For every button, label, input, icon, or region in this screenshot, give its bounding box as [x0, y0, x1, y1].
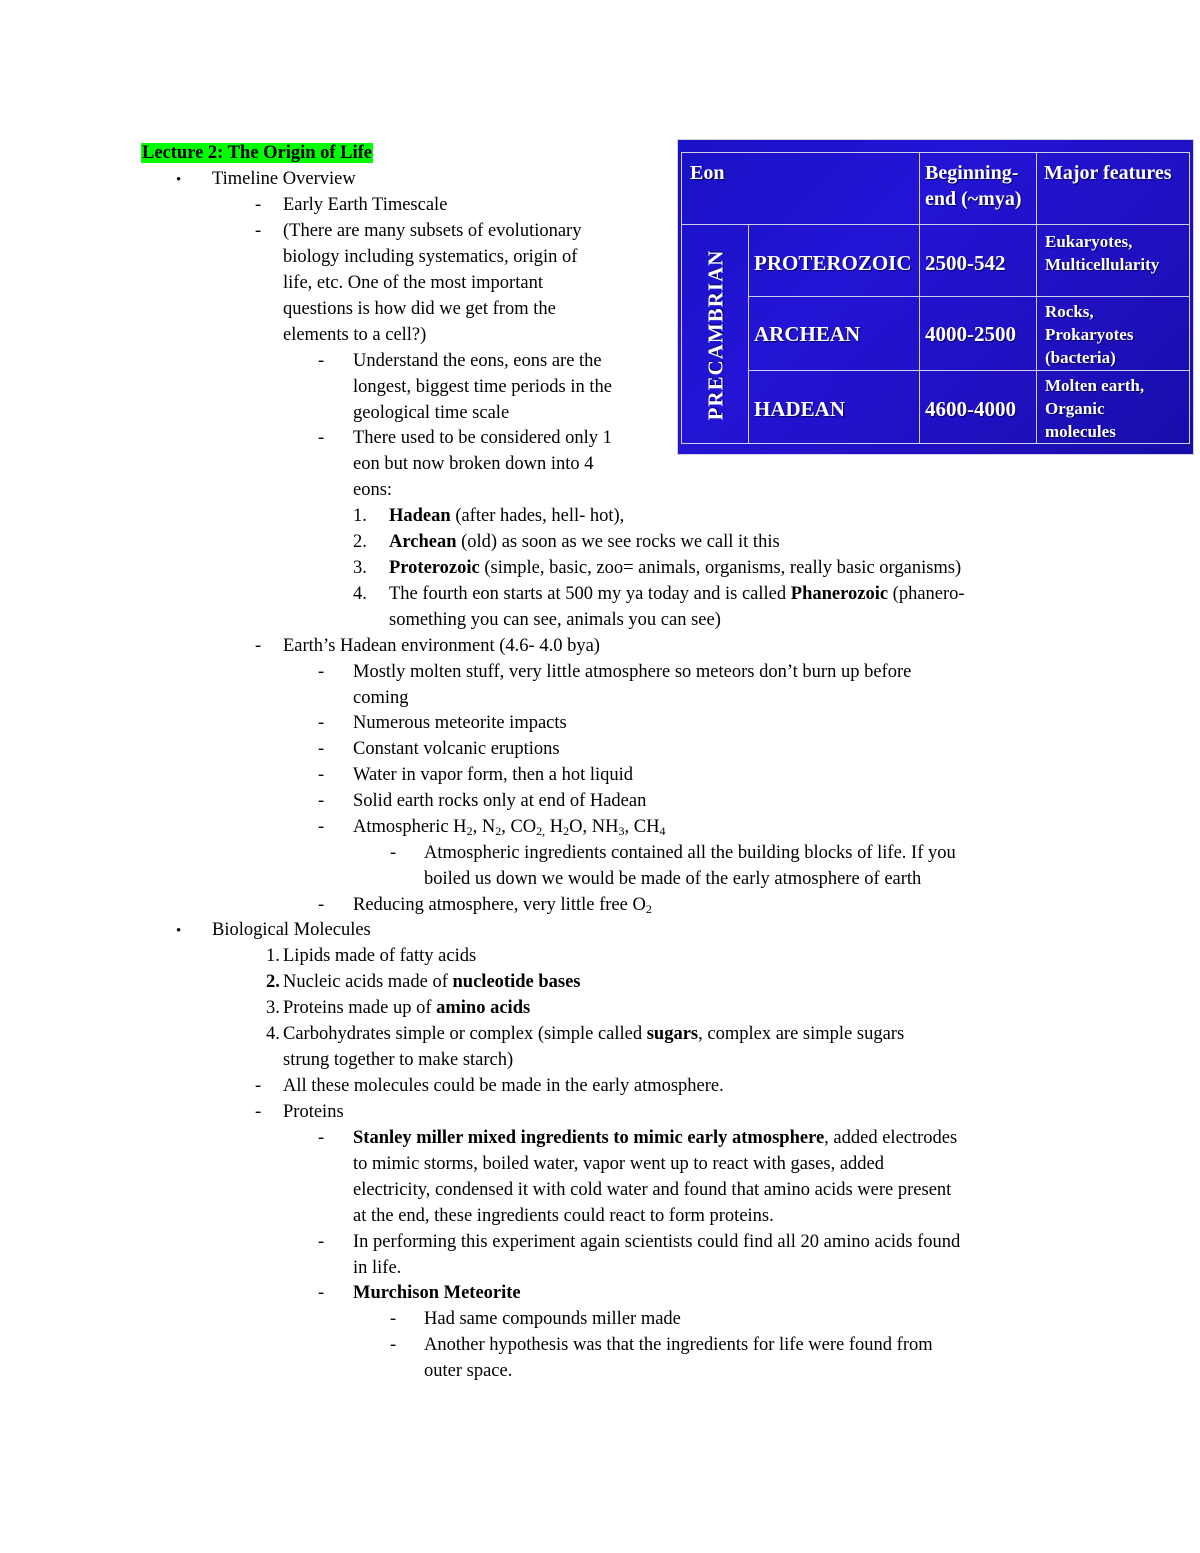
- list-item: Mostly molten stuff, very little atmosphere so meteors don’t burn up before: [353, 662, 912, 682]
- list-item: Atmospheric $H_2$, $N_2$, $CO_{2,}$ $H_2O$, $NH_3$, $CH_4$: [353, 817, 666, 838]
- header-eon: Eon: [690, 162, 725, 184]
- list-number: 3.: [266, 998, 280, 1018]
- list-item: All these molecules could be made in the early atmosphere.: [283, 1076, 724, 1096]
- list-number: 2.: [266, 972, 280, 992]
- list-item: Proteins: [283, 1102, 344, 1122]
- dash-marker: -: [318, 791, 325, 811]
- list-item: life, etc. One of the most important: [283, 273, 543, 293]
- list-item: Archean (old) as soon as we see rocks we call it this: [389, 532, 780, 552]
- list-item: Solid earth rocks only at end of Hadean: [353, 791, 647, 811]
- list-number: 4.: [353, 584, 367, 604]
- list-item: Reducing atmosphere, very little free $O_2$: [353, 895, 652, 916]
- list-item: Lipids made of fatty acids: [283, 946, 477, 966]
- dash-marker: -: [318, 817, 325, 837]
- dash-marker: -: [255, 221, 262, 241]
- dash-marker: -: [318, 895, 325, 915]
- list-item: Atmospheric ingredients contained all the building blocks of life. If you: [424, 843, 956, 863]
- section-heading: Timeline Overview: [212, 169, 356, 189]
- list-item: outer space.: [424, 1361, 513, 1381]
- dash-marker: -: [390, 843, 397, 863]
- page-title: Lecture 2: The Origin of Life: [142, 143, 373, 163]
- dash-marker: -: [255, 636, 262, 656]
- dash-marker: -: [318, 1232, 325, 1252]
- list-item: (There are many subsets of evolutionary: [283, 221, 582, 241]
- list-item: Understand the eons, eons are the: [353, 351, 602, 371]
- eon-range: 4600-4000: [925, 397, 1016, 421]
- list-item: Stanley miller mixed ingredients to mimic early atmosphere, added electrodes: [353, 1128, 958, 1148]
- header-range: Beginning-: [925, 162, 1019, 184]
- list-item: In performing this experiment again scientists could find all 20 amino acids found: [353, 1232, 961, 1252]
- precambrian-label: PRECAMBRIAN: [703, 249, 728, 421]
- bullet-marker: •: [176, 172, 182, 188]
- eon-feature: (bacteria): [1045, 348, 1116, 367]
- dash-marker: -: [318, 428, 325, 448]
- list-item: in life.: [353, 1258, 402, 1278]
- list-item: Earth’s Hadean environment (4.6- 4.0 bya): [283, 636, 600, 656]
- dash-marker: -: [318, 1283, 325, 1303]
- list-item: at the end, these ingredients could react to form proteins.: [353, 1206, 774, 1226]
- list-number: 1.: [353, 506, 367, 526]
- list-item: Numerous meteorite impacts: [353, 713, 567, 733]
- dash-marker: -: [255, 1076, 262, 1096]
- eon-range: 2500-542: [925, 251, 1006, 275]
- list-item: Early Earth Timescale: [283, 195, 448, 215]
- eon-range: 4000-2500: [925, 322, 1016, 346]
- list-item: Constant volcanic eruptions: [353, 739, 560, 759]
- list-item: The fourth eon starts at 500 my ya today and is called Phanerozoic (phanero-: [389, 584, 965, 604]
- list-item: something you can see, animals you can see): [389, 610, 721, 630]
- list-item: Water in vapor form, then a hot liquid: [353, 765, 634, 785]
- list-item: Nucleic acids made of nucleotide bases: [283, 972, 581, 992]
- list-item: boiled us down we would be made of the early atmosphere of earth: [424, 869, 922, 889]
- list-item: Had same compounds miller made: [424, 1309, 681, 1329]
- header-range: end (~mya): [925, 188, 1022, 210]
- dash-marker: -: [318, 662, 325, 682]
- dash-marker: -: [390, 1309, 397, 1329]
- eon-name: ARCHEAN: [754, 322, 861, 346]
- section-heading: Biological Molecules: [212, 920, 371, 940]
- list-item: coming: [353, 688, 409, 708]
- dash-marker: -: [318, 713, 325, 733]
- list-item: eon but now broken down into 4: [353, 454, 594, 474]
- dash-marker: -: [255, 195, 262, 215]
- list-item: Proterozoic (simple, basic, zoo= animals, organisms, really basic organisms): [389, 558, 962, 578]
- dash-marker: -: [318, 765, 325, 785]
- eon-feature: Molten earth,: [1045, 376, 1145, 395]
- eon-feature: Organic: [1045, 399, 1105, 418]
- eon-feature: Rocks,: [1045, 302, 1094, 321]
- list-item: Proteins made up of amino acids: [283, 998, 531, 1018]
- list-item: Another hypothesis was that the ingredients for life were found from: [424, 1335, 933, 1355]
- list-item: biology including systematics, origin of: [283, 247, 578, 267]
- bullet-marker: •: [176, 923, 182, 939]
- eon-feature: Prokaryotes: [1045, 325, 1134, 344]
- list-number: 1.: [266, 946, 280, 966]
- eon-table: [677, 139, 1194, 455]
- list-item: strung together to make starch): [283, 1050, 514, 1070]
- dash-marker: -: [318, 351, 325, 371]
- list-item: There used to be considered only 1: [353, 428, 612, 448]
- list-item: longest, biggest time periods in the: [353, 377, 612, 397]
- eon-feature: Multicellularity: [1045, 255, 1160, 274]
- dash-marker: -: [255, 1102, 262, 1122]
- list-item: eons:: [353, 480, 393, 500]
- eon-name: PROTEROZOIC: [754, 251, 912, 275]
- list-number: 2.: [353, 532, 367, 552]
- dash-marker: -: [390, 1335, 397, 1355]
- list-item: electricity, condensed it with cold water and found that amino acids were present: [353, 1180, 952, 1200]
- list-item: geological time scale: [353, 403, 510, 423]
- dash-marker: -: [318, 739, 325, 759]
- list-number: 4.: [266, 1024, 280, 1044]
- list-number: 3.: [353, 558, 367, 578]
- list-item: elements to a cell?): [283, 325, 427, 345]
- list-item: Carbohydrates simple or complex (simple called sugars, complex are simple sugars: [283, 1024, 905, 1044]
- list-item: Hadean (after hades, hell- hot),: [389, 506, 625, 526]
- dash-marker: -: [318, 1128, 325, 1148]
- list-item: questions is how did we get from the: [283, 299, 556, 319]
- eon-name: HADEAN: [754, 397, 846, 421]
- eon-feature: molecules: [1045, 422, 1116, 441]
- list-item: to mimic storms, boiled water, vapor went up to react with gases, added: [353, 1154, 884, 1174]
- list-item: Murchison Meteorite: [353, 1283, 521, 1303]
- header-features: Major features: [1044, 162, 1172, 184]
- eon-feature: Eukaryotes,: [1045, 232, 1133, 251]
